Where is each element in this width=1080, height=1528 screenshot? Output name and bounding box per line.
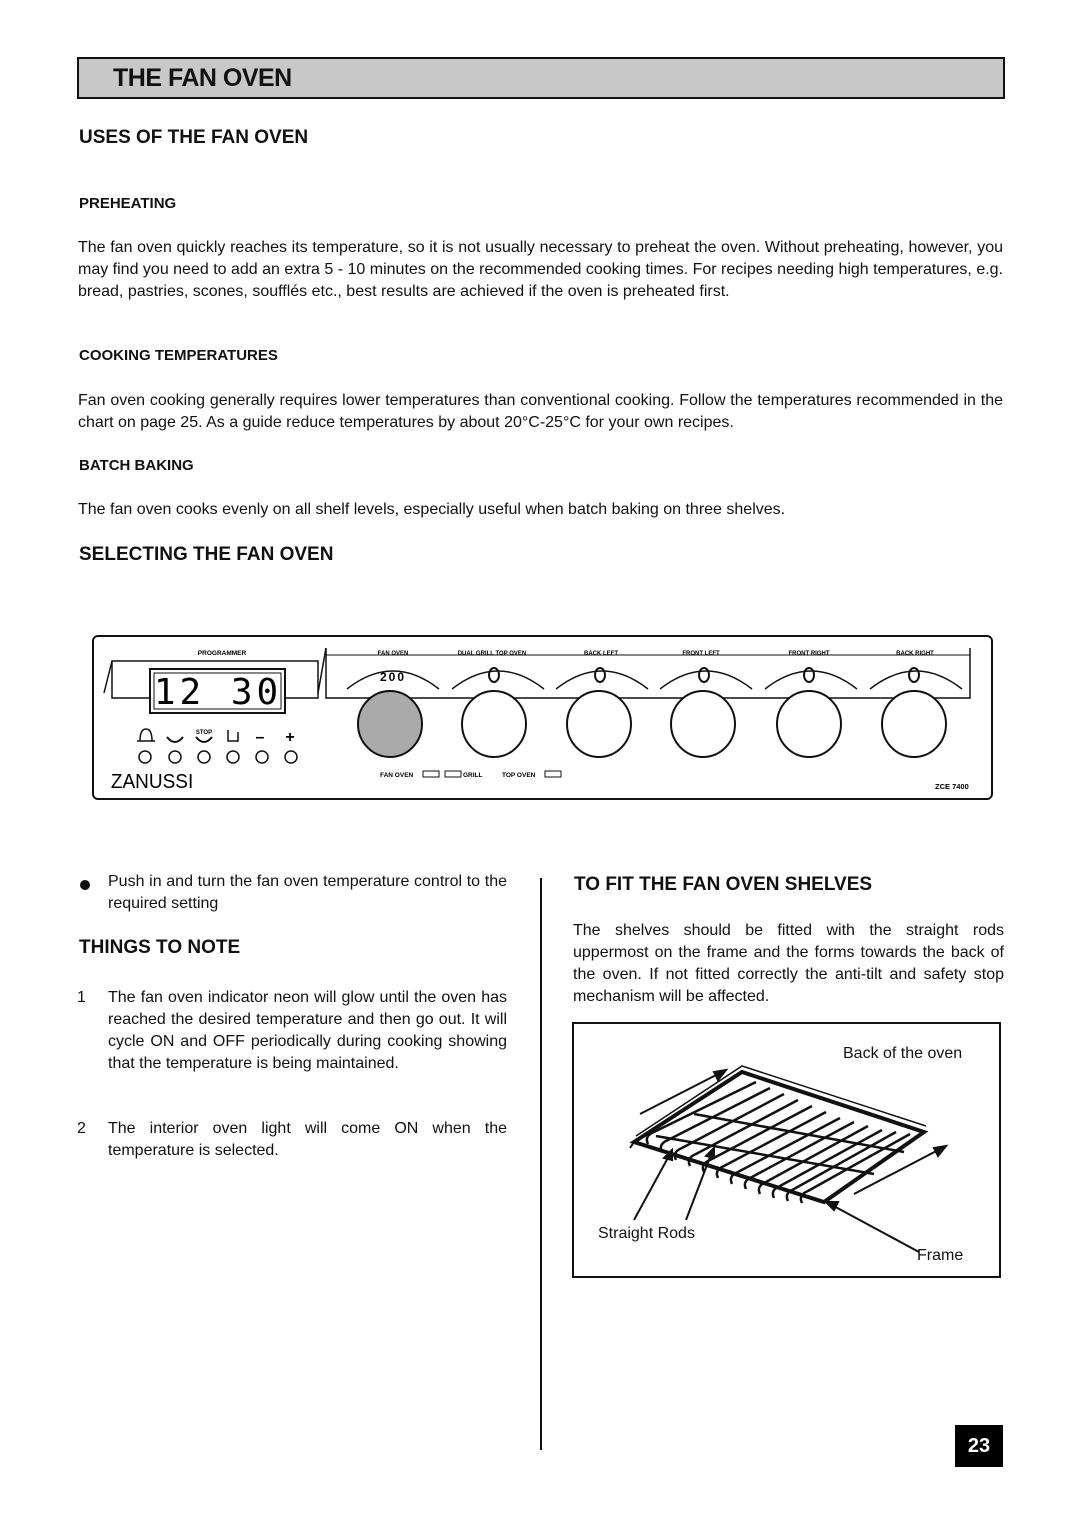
- clock-display: 12 30: [153, 672, 283, 713]
- fit-shelves-heading: TO FIT THE FAN OVEN SHELVES: [574, 874, 873, 895]
- knob-label-dual-grill: DUAL GRILL TOP OVEN: [457, 651, 527, 657]
- bullet-dot: [80, 880, 90, 890]
- neon-label-grill: GRILL: [463, 772, 483, 779]
- batch-baking-heading: BATCH BAKING: [79, 457, 194, 474]
- label-frame: Frame: [917, 1247, 964, 1264]
- label-back-of-oven: Back of the oven: [843, 1045, 963, 1062]
- selecting-bullet-text: Push in and turn the fan oven temperature control to the required setting: [108, 873, 507, 912]
- knob-label-back-left: BACK LEFT: [584, 651, 618, 657]
- brand-logo: ZANUSSI: [110, 770, 194, 794]
- column-divider: [540, 878, 542, 1450]
- knob-label-front-left: FRONT LEFT: [682, 651, 720, 657]
- page-number: 23: [955, 1425, 1003, 1467]
- selecting-heading: SELECTING THE FAN OVEN: [79, 544, 334, 565]
- fit-shelves-text: The shelves should be fitted with the straight rods uppermost on the frame and the forms towards the back of the oven. If not fitted correctly the anti-tilt and safety stop mechanism will be affected.: [573, 922, 1004, 1005]
- oven-shelf-drawing: [574, 1024, 999, 1276]
- stop-label: STOP: [195, 730, 213, 736]
- list-item-number: 2: [77, 1120, 86, 1137]
- shelf-diagram: [572, 1022, 1001, 1278]
- list-item-number: 1: [77, 989, 86, 1006]
- preheating-heading: PREHEATING: [79, 195, 177, 212]
- list-item-text: The interior oven light will come ON when the temperature is selected.: [108, 1120, 507, 1159]
- cooking-temperatures-heading: COOKING TEMPERATURES: [79, 347, 278, 364]
- knob-label-back-right: BACK RIGHT: [896, 651, 934, 657]
- list-item: [77, 987, 507, 1097]
- preheating-text: The fan oven quickly reaches its temperature, so it is not usually necessary to preheat the oven. Without preheating, however, you may find you need to add an extra 5 - 10 minutes on the recommended cooking times. For recipes needing high temperatures, e.g. bread, pastries, scones, soufflés etc., best results are achieved if the oven is preheated first.: [78, 239, 1003, 300]
- cooking-temperatures-text: Fan oven cooking generally requires lower temperatures than conventional cooking. Follow the temperatures recommended in the chart on page 25. As a guide reduce temperatures by about 20°C-25°C for your own recipes.: [78, 392, 1003, 431]
- uses-heading: USES OF THE FAN OVEN: [79, 127, 309, 148]
- things-to-note-heading: THINGS TO NOTE: [79, 937, 241, 958]
- model-number: ZCE 7400: [935, 782, 969, 791]
- neon-label-fan-oven: FAN OVEN: [380, 772, 414, 779]
- fan-oven-knob: [358, 691, 422, 757]
- knob-label-fan-oven: FAN OVEN: [377, 651, 409, 657]
- list-item-text: The fan oven indicator neon will glow until the oven has reached the desired temperature and then go out. It will cycle ON and OFF periodically during cooking showing that the temperature is being maintained.: [108, 989, 507, 1072]
- label-straight-rods: Straight Rods: [598, 1225, 695, 1242]
- minus-sign: –: [255, 729, 265, 746]
- knob-label-front-right: FRONT RIGHT: [788, 651, 830, 657]
- list-item: [77, 1118, 507, 1168]
- fan-setting: 200: [379, 670, 407, 684]
- page-title-bar: [77, 57, 1005, 99]
- batch-baking-text: The fan oven cooks evenly on all shelf levels, especially useful when batch baking on three shelves.: [78, 501, 786, 518]
- plus-sign: +: [285, 729, 295, 746]
- control-panel-illustration: [90, 633, 995, 803]
- neon-label-top-oven: TOP OVEN: [502, 772, 536, 779]
- programmer-label: PROGRAMMER: [197, 650, 247, 657]
- page-title: THE FAN OVEN: [113, 64, 292, 92]
